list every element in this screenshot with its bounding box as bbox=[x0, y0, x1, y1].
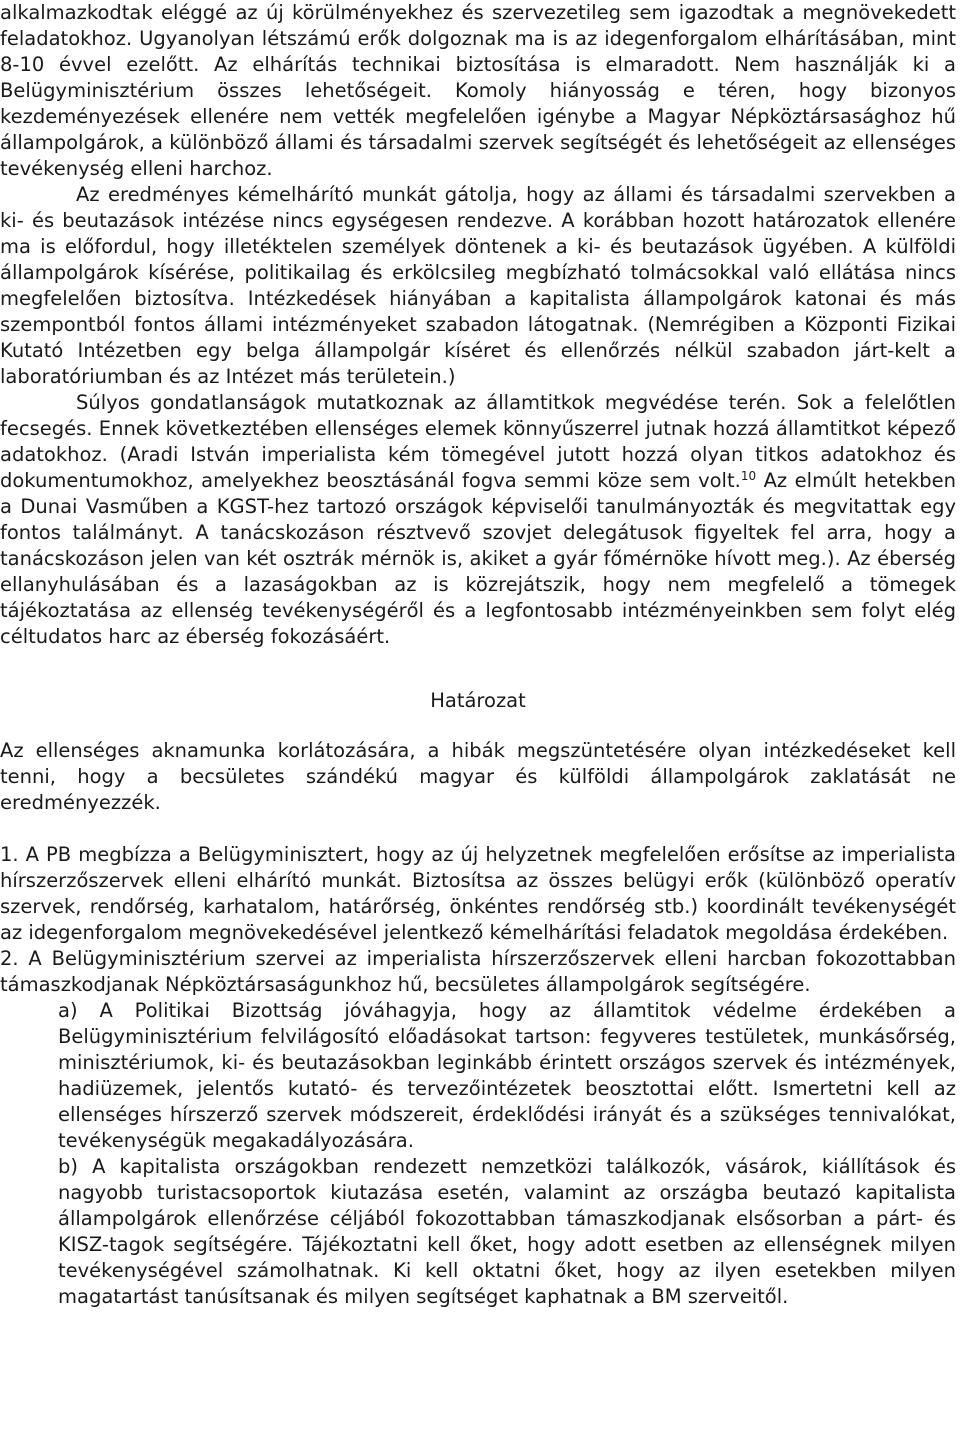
resolution-item-2a: a) A Politikai Bizottság jóváhagyja, hogy az államtitok védelme érdekében a Belügyminisztérium felvilágosító előadásokat tartson: fegyveres testületek, munkásőrség, minisztériumok, ki- és beutazásokban leginkább érintett országos szervek és intézmények, hadiüzemek, jelentős kutató- és tervezőintézetek beosztottai előtt. Ismertetni kell az ellenséges hírszerző szervek módszereit, érdeklődési irányát és a szükséges tennivalókat, tevékenységük megakadályozására. bbox=[58, 999, 956, 1152]
resolution-intro: Az ellenséges aknamunka korlátozására, a hibák megszüntetésére olyan intézkedéseket kell tenni, hogy a becsületes szándékú magyar és külföldi állampolgárok zaklatását ne eredményezzék. bbox=[0, 739, 956, 814]
footnote-marker: 10 bbox=[740, 469, 757, 483]
paragraph-state-secrets-part1: Súlyos gondatlanságok mutatkoznak az államtitkok megvédése terén. Sok a felelőtlen fecsegés. Ennek következtében ellenséges elemek könnyűszerrel jutnak hozzá államtitkot képező adatokhoz. (Aradi István imperialista kém tömegével jutott hozzá olyan titkos adatokhoz és dokumentumokhoz, amelyekhez beosztásánál fogva semmi köze sem volt. bbox=[0, 391, 956, 492]
paragraph-counterintelligence: Az eredményes kémelhárító munkát gátolja, hogy az állami és társadalmi szervekben a ki- és beutazások intézése nincs egységesen rendezve. A korábban hozott határozatok ellenére ma is előfordul, hogy illetéktelen személyek döntenek a ki- és beutazások ügyében. A külföldi állampolgárok kísérése, politikailag és erkölcsileg megbízható tolmácsokkal való ellátása nincs megfelelően biztosítva. Intézkedések hiányában a kapitalista állampolgárok katonai és más szempontból fontos állami intézményeket szabadon látogatnak. (Nemrégiben a Központi Fizikai Kutató Intézetben egy belga állampolgár kíséret és ellenőrzés nélkül szabadon járt-kelt a laboratóriumban és az Intézet más területein.) bbox=[0, 183, 956, 388]
paragraph-state-secrets bbox=[0, 390, 956, 650]
resolution-item-2b: b) A kapitalista országokban rendezett nemzetközi találkozók, vásárok, kiállítások és nagyobb turistacsoportok kiutazása esetén, valamint az országba beutazó kapitalista állampolgárok ellenőrzése céljából fokozottabban támaszkodjanak elsősorban a párt- és KISZ-tagok segítségére. Tájékoztatni kell őket, hogy adott esetben az ellenségnek milyen tevékenységével számolhatnak. Ki kell oktatni őket, hogy az ilyen esetekben milyen magatartást tanúsítsanak és milyen segítséget kaphatnak a BM szerveitől. bbox=[58, 1155, 956, 1308]
paragraph-continuation: alkalmazkodtak eléggé az új körülményekhez és szervezetileg sem igazodtak a megnövekedett feladatokhoz. Ugyanolyan létszámú erők dolgoznak ma is az idegenforgalom elhárításában, mint 8-10 évvel ezelőtt. Az elhárítás technikai biztosítása is elmaradott. Nem használják ki a Belügyminisztérium összes lehetőségeit. Komoly hiányosság e téren, hogy bizonyos kezdeményezések ellenére nem vették megfelelően igénybe a Magyar Népköztársasághoz hű állampolgárok, a különböző állami és társadalmi szervek segítségét és lehetőségeit az ellenséges tevékenység elleni harchoz. bbox=[0, 1, 956, 180]
resolution-item-2: 2. A Belügyminisztérium szervei az imperialista hírszerzőszervek elleni harcban fokozottabban támaszkodjanak Népköztársaságunkhoz hű, becsületes állampolgárok segítségére. bbox=[0, 947, 956, 996]
section-heading: Határozat bbox=[430, 689, 526, 712]
paragraph-state-secrets-part2: Az elmúlt hetekben a Dunai Vasműben a KGST-hez tartozó országok képviselői tanulmányozták és megvitattak egy fontos találmányt. A tanácskozáson résztvevő szovjet delegátusok figyeltek fel arra, hogy a tanácskozáson jelen van két osztrák mérnök is, akiket a gyár főmérnöke hívott meg.). Az éberség ellanyhulásában és a lazaságokban az is közrejátszik, hogy nem megfelelő a tömegek tájékoztatása az ellenség tevékenységéről és a legfontosabb intézményeinkben sem folyt elég céltudatos harc az éberség fokozásáért. bbox=[0, 469, 956, 648]
resolution-item-1: 1. A PB megbízza a Belügyminisztert, hogy az új helyzetnek megfelelően erősítse az imperialista hírszerzőszervek elleni elhárító munkát. Biztosítsa az összes belügyi erők (különböző operatív szervek, rendőrség, karhatalom, határőrség, önkéntes rendőrség stb.) koordinált tevékenységét az idegenforgalom megnövekedésével jelentkező kémelhárítási feladatok megoldása érdekében. bbox=[0, 843, 956, 944]
